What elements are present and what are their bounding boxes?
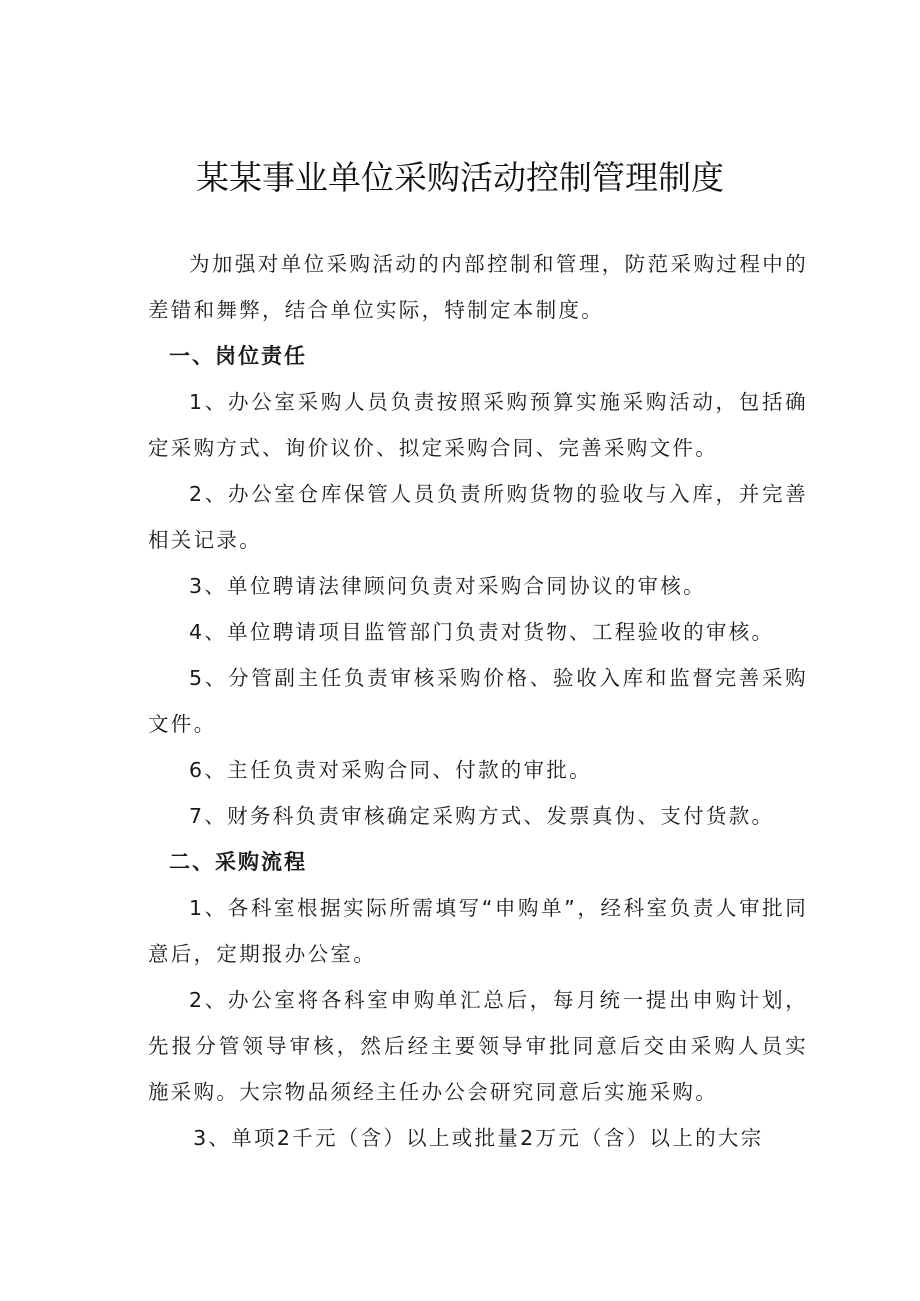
section-heading-procurement-process: 二、采购流程	[169, 850, 307, 874]
list-item: 1、办公室采购人员负责按照采购预算实施采购活动，包括确定采购方式、询价议价、拟定采购合同、完善采购文件。	[148, 390, 808, 460]
list-item: 3、单项2千元（含）以上或批量2万元（含）以上的大宗	[193, 1126, 764, 1150]
list-item: 1、各科室根据实际所需填写“申购单”，经科室负责人审批同意后，定期报办公室。	[148, 896, 808, 966]
list-item: 2、办公室仓库保管人员负责所购货物的验收与入库，并完善相关记录。	[148, 482, 808, 552]
list-item: 4、单位聘请项目监管部门负责对货物、工程验收的审核。	[189, 620, 775, 644]
list-item: 3、单位聘请法律顾问负责对采购合同协议的审核。	[189, 574, 706, 598]
document-title: 某某事业单位采购活动控制管理制度	[196, 158, 724, 197]
document-body	[148, 241, 808, 1161]
list-item: 6、主任负责对采购合同、付款的审批。	[189, 758, 592, 782]
list-item: 5、分管副主任负责审核采购价格、验收入库和监督完善采购文件。	[148, 666, 808, 736]
section-heading-job-responsibilities: 一、岗位责任	[169, 344, 307, 368]
list-item: 2、办公室将各科室申购单汇总后，每月统一提出申购计划，先报分管领导审核，然后经主要领导审批同意后交由采购人员实施采购。大宗物品须经主任办公会研究同意后实施采购。	[148, 988, 808, 1104]
list-item: 7、财务科负责审核确定采购方式、发票真伪、支付货款。	[189, 804, 775, 828]
intro-paragraph: 为加强对单位采购活动的内部控制和管理，防范采购过程中的差错和舞弊，结合单位实际，特制定本制度。	[148, 252, 808, 322]
